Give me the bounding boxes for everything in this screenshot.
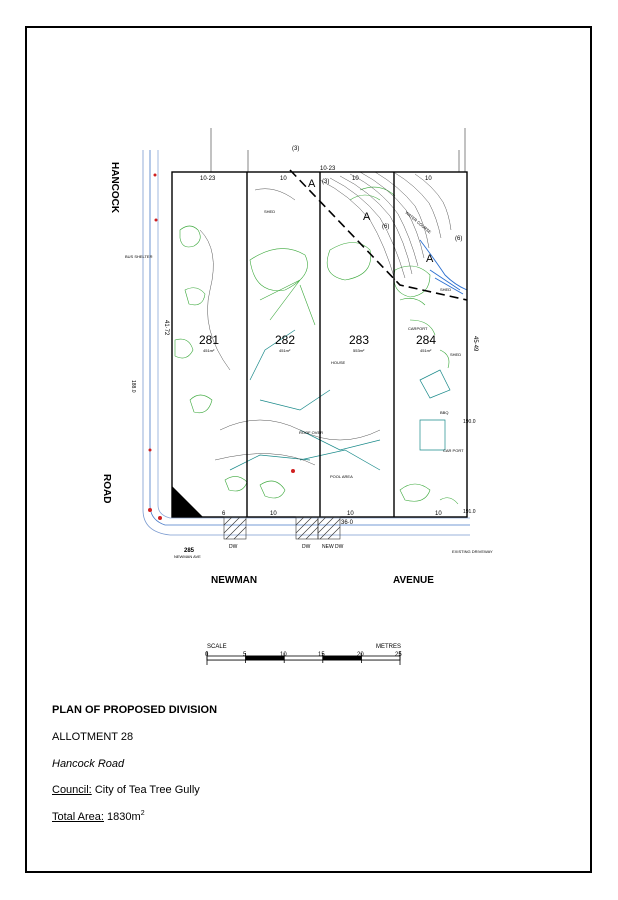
total-area [52, 811, 145, 823]
corner-cutoff [172, 487, 202, 517]
dim-left: 41·72 [163, 320, 169, 336]
label-level-3: 188.0 [130, 380, 136, 393]
label-level-2: 191.0 [463, 509, 476, 515]
scale-tick-5: 5 [243, 652, 247, 658]
scale-label: SCALE [207, 644, 227, 650]
label-house: HOUSE [331, 360, 346, 365]
dim-bottom-284: 10 [435, 511, 442, 517]
label-level-1: 190.0 [463, 419, 476, 425]
lot-area-282: 451m² [279, 348, 291, 353]
label-carport: CARPORT [408, 326, 428, 331]
road-label-road: ROAD [101, 474, 112, 504]
dim-top-right: 10·23 [320, 166, 336, 172]
label-bbq: BBQ [440, 410, 449, 415]
label-bus-shelter: BUS SHELTER [125, 254, 153, 259]
easement-label-1: A [308, 178, 316, 190]
dim-top-283: 10 [352, 176, 359, 182]
label-pool-area: POOL AREA [330, 474, 353, 479]
road-label-hancock: HANCOCK [109, 162, 120, 214]
easement-number-2: (6) [382, 224, 390, 230]
label-new-dw: NEW DW [322, 544, 344, 550]
label-car-port: CAR PORT [443, 448, 464, 453]
easement-label-2: A [363, 211, 371, 223]
dim-three: (3) [292, 146, 300, 152]
scale-tick-25: 25 [395, 652, 402, 658]
dim-top-281: 10·23 [200, 176, 216, 182]
label-shed-2: SHED [440, 287, 452, 292]
dim-right: 45·49 [472, 336, 478, 352]
council [52, 784, 200, 796]
dim-top-284: 10 [425, 176, 432, 182]
dim-total-bottom: 36·0 [341, 520, 354, 526]
label-water-course: WATER COURSE [404, 209, 433, 235]
scale-tick-0: 0 [205, 652, 209, 658]
driveway-hatches [224, 517, 340, 539]
council-value: City of Tea Tree Gully [94, 784, 200, 796]
lot-number-281: 281 [199, 333, 220, 347]
road-name: Hancock Road [52, 758, 125, 770]
lot-area-283: 553m² [353, 348, 365, 353]
total-area-value: 1830m [107, 811, 141, 823]
easement-number-3: (6) [455, 236, 463, 242]
label-corner-lot: 285 [184, 548, 195, 554]
label-existing-driveway: EXISTING DRIVEWAY [452, 549, 493, 554]
easement-label-3: A [426, 253, 434, 265]
lot-area-284: 451m² [420, 348, 432, 353]
label-shed: SHED [264, 209, 276, 214]
easement-number-1: (3) [322, 179, 330, 185]
label-dw-2: DW [302, 544, 311, 550]
scale-tick-15: 15 [318, 652, 325, 658]
label-newman-ave: NEWMAN AVE [174, 554, 201, 559]
water-course [420, 240, 467, 294]
road-label-newman: NEWMAN [211, 575, 258, 586]
council-label: Council: [52, 784, 92, 796]
metres-label: METRES [376, 644, 402, 650]
dim-bottom-283: 10 [347, 511, 354, 517]
total-area-unit: 2 [140, 810, 145, 817]
lot-number-284: 284 [416, 333, 437, 347]
label-shed-3: SHED [450, 352, 462, 357]
boundary-pegs [148, 174, 295, 521]
dim-bottom-281: 6 [222, 511, 226, 517]
scale-tick-10: 10 [280, 652, 287, 658]
lot-number-282: 282 [275, 333, 296, 347]
dim-top-282: 10 [280, 176, 287, 182]
plan-title: PLAN OF PROPOSED DIVISION [52, 704, 218, 716]
scale-tick-20: 20 [357, 652, 364, 658]
lot-number-283: 283 [349, 333, 370, 347]
dim-bottom-282: 10 [270, 511, 277, 517]
road-label-avenue: AVENUE [393, 575, 434, 586]
label-dw-1: DW [229, 544, 238, 550]
allotment: ALLOTMENT 28 [52, 731, 134, 743]
lot-area-281: 451m² [203, 348, 215, 353]
kerb-markers [211, 128, 465, 172]
scale-bar [207, 651, 400, 665]
total-area-label: Total Area: [52, 811, 104, 823]
label-roof-over: ROOF OVER [299, 430, 324, 435]
fences [230, 330, 450, 470]
